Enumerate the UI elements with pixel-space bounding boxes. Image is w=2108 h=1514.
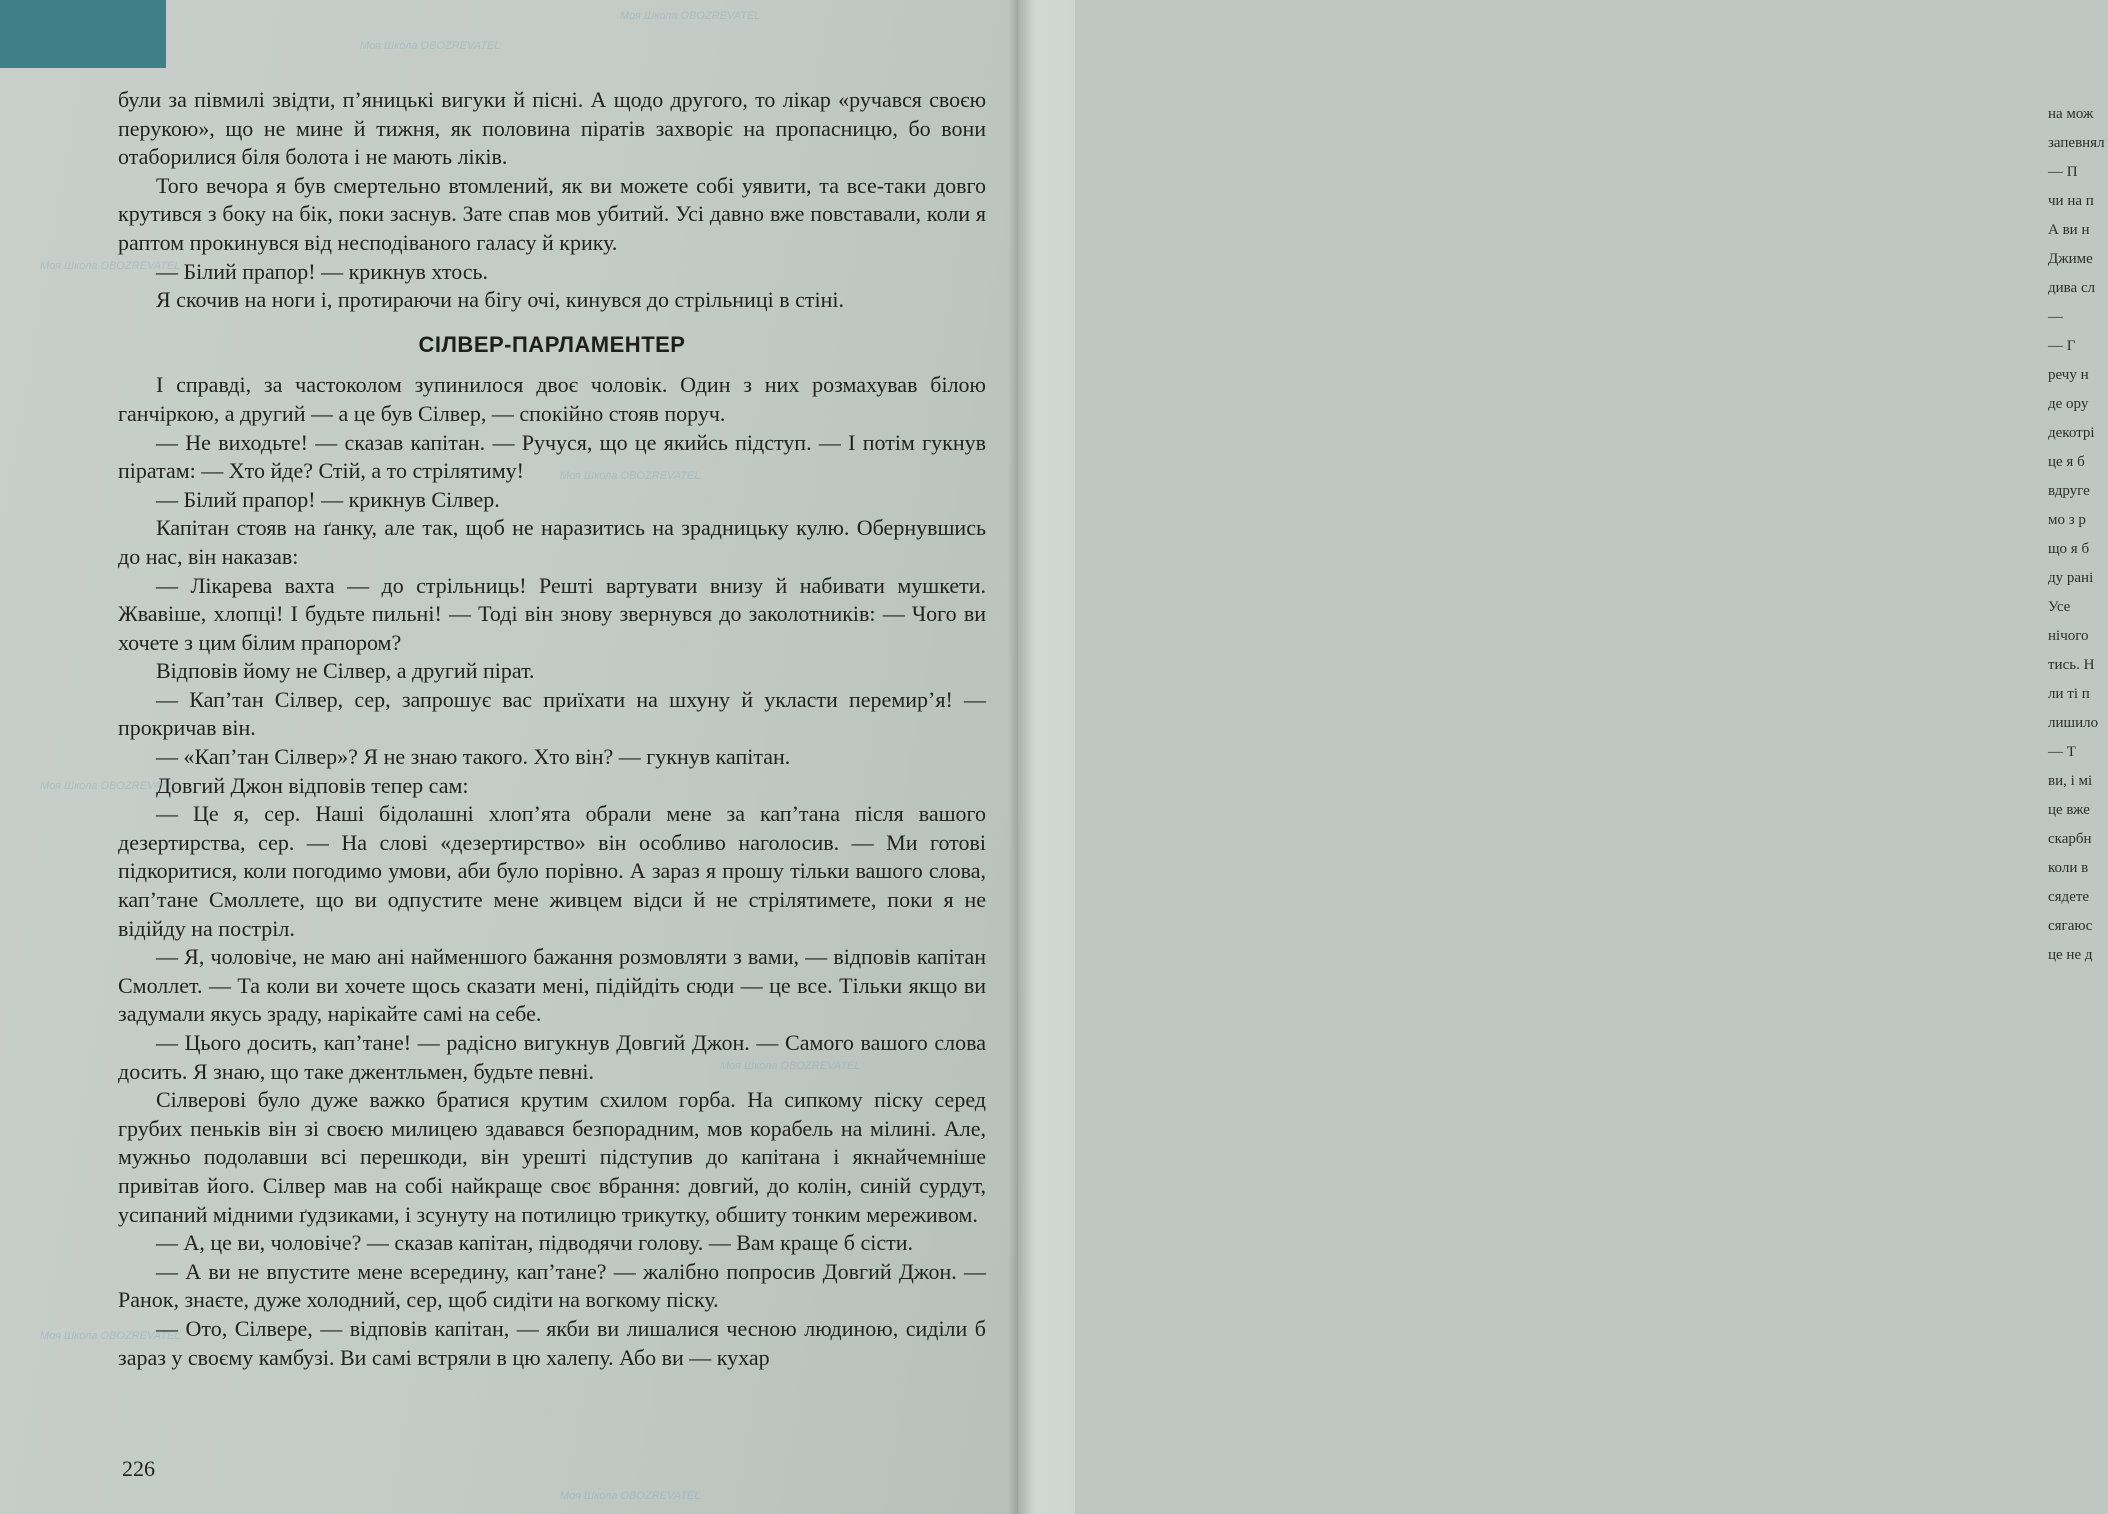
paragraph: — Лікарева вахта — до стрільниць! Решті вартувати внизу й набивати мушкети. Жвавіше, хлопці! І будьте пильні! — Тоді він знову звернувся до заколотників: — Чого ви хочете з цим білим прапором?: [118, 572, 986, 655]
watermark: Моя Школа OBOZREVATEL: [40, 1330, 181, 1342]
paragraph: — Ото, Сілвере, — відповів капітан, — якби ви лишалися чесною людиною, сиділи б зараз у своєму камбузі. Ви самі встряли в цю халепу. Або ви — кухар: [118, 1315, 986, 1370]
paragraph: — Не виходьте! — сказав капітан. — Ручуся, що це якийсь підступ. — І потім гукнув піратам: — Хто йде? Стій, а то стрілятиму!: [118, 429, 986, 484]
paragraph: — Це я, сер. Наші бідолашні хлоп’ята обрали мене за кап’тана після вашого дезертирства, сер. — На слові «дезертирство» він особливо наголосив. — Ми готові підкоритися, коли погодимо умови, аби було порівно. А зараз я прошу тільки вашого слова, кап’тане Смоллете, що ви одпустите мене живцем відси й не стрілятимете, поки я не відійду на постріл.: [118, 801, 986, 941]
watermark: Моя Школа OBOZREVATEL: [620, 10, 761, 22]
paragraph: — А, це ви, чоловіче? — сказав капітан, підводячи голову. — Вам краще б сісти.: [156, 1230, 913, 1256]
paragraph: Сілверові було дуже важко братися крутим схилом горба. На сипкому піску серед грубих пеньків він зі своєю милицею здавався безпорадним, мов корабель на мілині. Але, мужньо подолавши всі перешкоди, він урешті підступив до капітана і якнайчемніше привітав його. Сілвер мав на собі найкраще своє вбрання: довгий, до колін, синій сурдут, усипаний мідними ґудзиками, і зсунуту на потилицю трикутку, обшиту тонким мереживом.: [118, 1087, 986, 1227]
paragraph: були за півмилі звідти, п’яницькі вигуки й пісні. А щодо другого, то лікар «ручався своєю перукою», що не мине й тижня, як половина піратів захворіє на пропасницю, бо вони отаборилися біля болота і не мають ліків.: [118, 87, 986, 170]
next-page-line: ви, і мі: [2048, 773, 2093, 789]
paragraph: — Білий прапор! — крикнув хтось.: [156, 258, 489, 284]
paragraph: Того вечора я був смертельно втомлений, як ви можете собі уявити, та все-таки довго крутився з боку на бік, поки заснув. Зате спав мов убитий. Усі давно вже повставали, коли я раптом прокинувся від несподіваного галасу й крику.: [118, 172, 986, 255]
paragraph: І справді, за частоколом зупинилося двоє чоловік. Один з них розмахував білою ганчіркою, а другий — а це був Сілвер, — спокійно стояв поруч.: [118, 372, 986, 426]
next-page-line: це я б: [2048, 454, 2085, 470]
next-page-line: що я б: [2048, 541, 2090, 557]
watermark: Моя Школа OBOZREVATEL: [720, 1060, 861, 1072]
paragraph: — Кап’тан Сілвер, сер, запрошує вас приїхати на шхуну й укласти перемир’я! — прокричав він.: [118, 686, 986, 741]
paragraph: Капітан стояв на ґанку, але так, щоб не наразитись на зрадницьку кулю. Обернувшись до нас, він наказав:: [118, 515, 986, 569]
next-page-line: ли ті п: [2048, 686, 2090, 702]
paragraph: — «Кап’тан Сілвер»? Я не знаю такого. Хто він? — гукнув капітан.: [156, 744, 791, 770]
next-page-line: сягаюс: [2048, 918, 2093, 934]
body-text: [118, 86, 986, 1372]
paragraphs-after: [118, 371, 986, 1372]
book-page: [0, 0, 1020, 1514]
next-page-line: вдруге: [2048, 483, 2090, 499]
next-page-line: дива сл: [2048, 280, 2096, 296]
next-page-line: — Т: [2048, 744, 2076, 760]
next-page-line: сядете: [2048, 889, 2090, 905]
next-page-line: це не д: [2048, 947, 2093, 963]
paragraph: — А ви не впустите мене всередину, кап’тане? — жалібно попросив Довгий Джон. — Ранок, знаєте, дуже холодний, сер, щоб сидіти на вогкому піску.: [118, 1258, 986, 1313]
watermark: Моя Школа OBOZREVATEL: [360, 40, 501, 52]
next-page-line: А ви н: [2048, 222, 2090, 238]
next-page-line: чи на п: [2048, 193, 2094, 209]
next-page-edge: [1018, 0, 2105, 1514]
paragraph: Відповів йому не Сілвер, а другий пірат.: [156, 658, 535, 684]
next-page-line: тись. Н: [2048, 657, 2095, 673]
next-page-line: нічого: [2048, 628, 2089, 644]
next-page-line: запевнял: [2048, 135, 2105, 151]
next-page-line: мо з р: [2048, 512, 2086, 528]
paragraph: — Білий прапор! — крикнув Сілвер.: [156, 486, 500, 512]
next-page-line: коли в: [2048, 860, 2089, 876]
watermark: Моя Школа OBOZREVATEL: [40, 260, 181, 272]
watermark: Моя Школа OBOZREVATEL: [40, 780, 181, 792]
next-page-line: — П: [2048, 164, 2078, 180]
next-page-line: це вже: [2048, 802, 2090, 818]
next-page-line: на мож: [2048, 106, 2094, 122]
next-page-line: де ору: [2048, 396, 2089, 412]
next-page-line: —: [2048, 309, 2063, 325]
next-page-line: лишило: [2048, 715, 2099, 731]
next-page-line: скарбн: [2048, 831, 2092, 847]
corner-color-tab: [0, 0, 166, 68]
next-page-fragments: [2048, 100, 2108, 970]
next-page-line: декотрі: [2048, 425, 2095, 441]
next-page-line: Усе: [2048, 599, 2071, 615]
paragraph: — Цього досить, кап’тане! — радісно вигукнув Довгий Джон. — Самого вашого слова досить. Я знаю, що таке джентльмен, будьте певні.: [118, 1030, 986, 1084]
next-page-line: — Г: [2048, 338, 2076, 354]
next-page-line: Джиме: [2048, 251, 2093, 267]
paragraph: — Я, чоловіче, не маю ані найменшого бажання розмовляти з вами, — відповів капітан Смоллет. — Та коли ви хочете щось сказати мені, підійдіть сюди — це все. Тільки якщо ви задумали якусь зраду, нарікайте самі на себе.: [118, 944, 986, 1027]
page-number: 226: [122, 1456, 155, 1481]
watermark: Моя Школа OBOZREVATEL: [560, 1490, 701, 1502]
paragraphs-before: [118, 86, 986, 315]
next-page-line: ду ранi: [2048, 570, 2094, 586]
paragraph: Довгий Джон відповів тепер сам:: [156, 772, 469, 798]
section-heading: СІЛВЕР-ПАРЛАМЕНТЕР: [418, 331, 686, 357]
watermark: Моя Школа OBOZREVATEL: [560, 470, 701, 482]
next-page-line: речу н: [2048, 367, 2089, 383]
paragraph: Я скочив на ноги і, протираючи на бігу очі, кинувся до стрільниці в стіні.: [156, 287, 844, 313]
